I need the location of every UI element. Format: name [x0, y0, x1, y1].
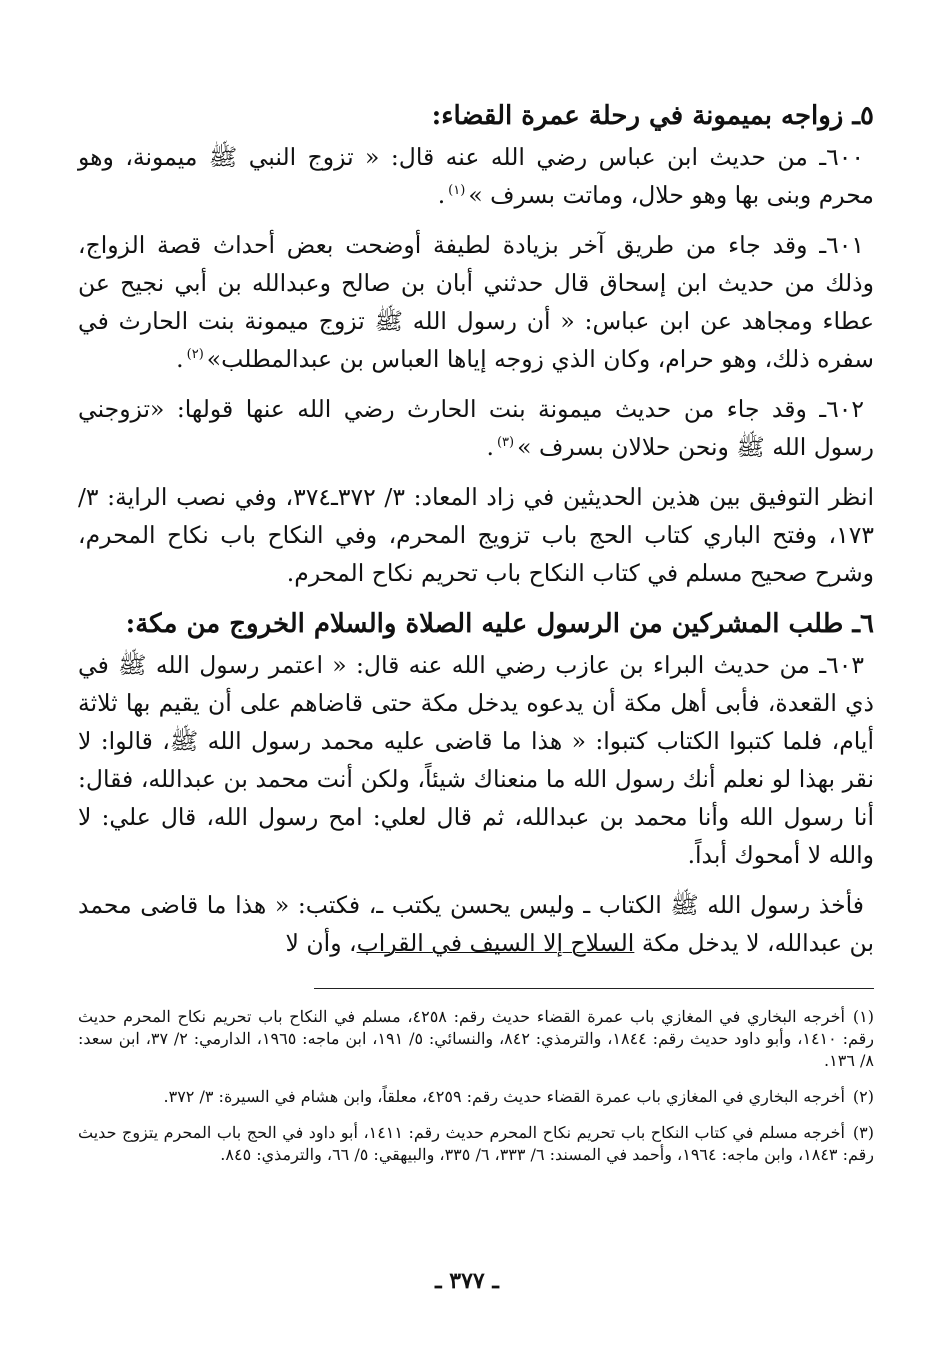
- footnote-ref: (٢): [186, 347, 204, 363]
- footnote-number: (٣): [852, 1123, 874, 1142]
- book-page: [78, 96, 874, 1336]
- hadith-601: [78, 226, 874, 378]
- footnote-ref: (١): [448, 183, 466, 199]
- paragraph-text: ٦٠٠ـ من حديث ابن عباس رضي الله عنه قال: « تزوج النبي ﷺ ميمونة، وهو محرم وبنى بها وهو حلال، وماتت بسرف »: [78, 143, 874, 209]
- page-number: ـ ٣٧٧ ـ: [435, 1268, 499, 1294]
- paragraph-text: انظر التوفيق بين هذين الحديثين في زاد المعاد: ٣/ ٣٧٢ـ٣٧٤، وفي نصب الراية: ٣/ ١٧٣، وفتح الباري كتاب الحج باب تزويج المحرم، وفي النكاح باب نكاح المحرم، وشرح صحيح مسلم في كتاب النكاح باب تحريم نكاح المحرم.: [78, 483, 875, 587]
- footnote-separator: [314, 988, 874, 989]
- hadith-602: [78, 390, 874, 466]
- footnote-3: [78, 1122, 874, 1166]
- footnote-number: (٢): [852, 1087, 874, 1106]
- section-heading: ٦ـ طلب المشركين من الرسول عليه الصلاة والسلام الخروج من مكة:: [125, 609, 874, 639]
- section-heading: ٥ـ زواجه بميمونة في رحلة عمرة القضاء:: [431, 101, 874, 131]
- hadith-603: [78, 646, 874, 874]
- underlined-phrase: السلاح إلا السيف في القراب: [356, 929, 635, 957]
- footnote-1: [78, 1006, 874, 1072]
- paragraph-text: ٦٠٣ـ من حديث البراء بن عازب رضي الله عنه قال: « اعتمر رسول الله ﷺ في ذي القعدة، فأبى أهل مكة أن يدعوه يدخل مكة حتى قاضاهم على أن يقيم بها ثلاثة أيام، فلما كتبوا الكتاب كتبوا: « هذا ما قاضى عليه محمد رسول الله ﷺ، قالوا: لا نقر بهذا لو نعلم أنك رسول الله ما منعناك شيئاً، ولكن أنت محمد بن عبدالله، فقال: أنا رسول الله وأنا محمد بن عبدالله، ثم قال لعلي: امح رسول الله، قال علي: لا والله لا أمحوك أبداً.: [78, 651, 874, 869]
- paragraph-end: ، وأن لا: [285, 929, 357, 957]
- paragraph-text: ٦٠١ـ وقد جاء من طريق آخر بزيادة لطيفة أوضحت بعض أحداث قصة الزواج، وذلك من حديث ابن إسحاق قال حدثني أبان بن صالح وعبدالله بن أبي نجيح عن عطاء ومجاهد عن ابن عباس: « أن رسول الله ﷺ تزوج ميمونة بنت الحارث في سفره ذلك، وهو حرام، وكان الذي زوجه إياها العباس بن عبدالمطلب»: [78, 231, 874, 373]
- section-6: [78, 604, 874, 962]
- paragraph-text: فأخذ رسول الله ﷺ الكتاب ـ وليس يحسن يكتب ـ، فكتب: « هذا ما قاضى محمد بن عبدالله، لا يدخل مكة: [78, 891, 874, 957]
- footnote-ref: (٣): [496, 435, 515, 451]
- paragraph-end: .: [176, 345, 184, 373]
- footnote-2: [78, 1086, 874, 1108]
- section-5: [78, 96, 874, 592]
- footnotes: [78, 1006, 874, 1180]
- paragraph-end: .: [486, 433, 494, 461]
- paragraph-text: ٦٠٢ـ وقد جاء من حديث ميمونة بنت الحارث رضي الله عنها قولها: «تزوجني رسول الله ﷺ ونحن حلالان بسرف »: [78, 395, 874, 461]
- hadith-600: [78, 138, 874, 214]
- footnote-text: أخرجه البخاري في المغازي باب عمرة القضاء حديث رقم: ٤٢٥٩، معلقاً، وابن هشام في السيرة: ٣/ ٣٧٢.: [163, 1087, 845, 1106]
- paragraph-end: .: [437, 181, 446, 209]
- footnote-text: أخرجه مسلم في كتاب النكاح باب تحريم نكاح المحرم حديث رقم: ١٤١١، أبو داود في الحج باب المحرم يتزوج حديث رقم: ١٨٤٣، وابن ماجه: ١٩٦٤، وأحمد في المسند: ٦/ ٣٣٣، ٦/ ٣٣٥، والبيهقي: ٥/ ٦٦، والترمذي: ٨٤٥.: [78, 1123, 874, 1164]
- continuation-paragraph: [78, 886, 874, 962]
- footnote-number: (١): [852, 1007, 874, 1026]
- reconciliation-note: [78, 478, 874, 592]
- footnote-text: أخرجه البخاري في المغازي باب عمرة القضاء حديث رقم: ٤٢٥٨، مسلم في النكاح باب تحريم نكاح المحرم حديث رقم: ١٤١٠، وأبو داود حديث رقم: ١٨٤٤، والترمذي: ٨٤٢، والنسائي: ٥/ ١٩١، ابن ماجه: ١٩٦٥، الدارمي: ٢/ ٣٧، ابن سعد: ٨/ ١٣٦.: [78, 1007, 874, 1070]
